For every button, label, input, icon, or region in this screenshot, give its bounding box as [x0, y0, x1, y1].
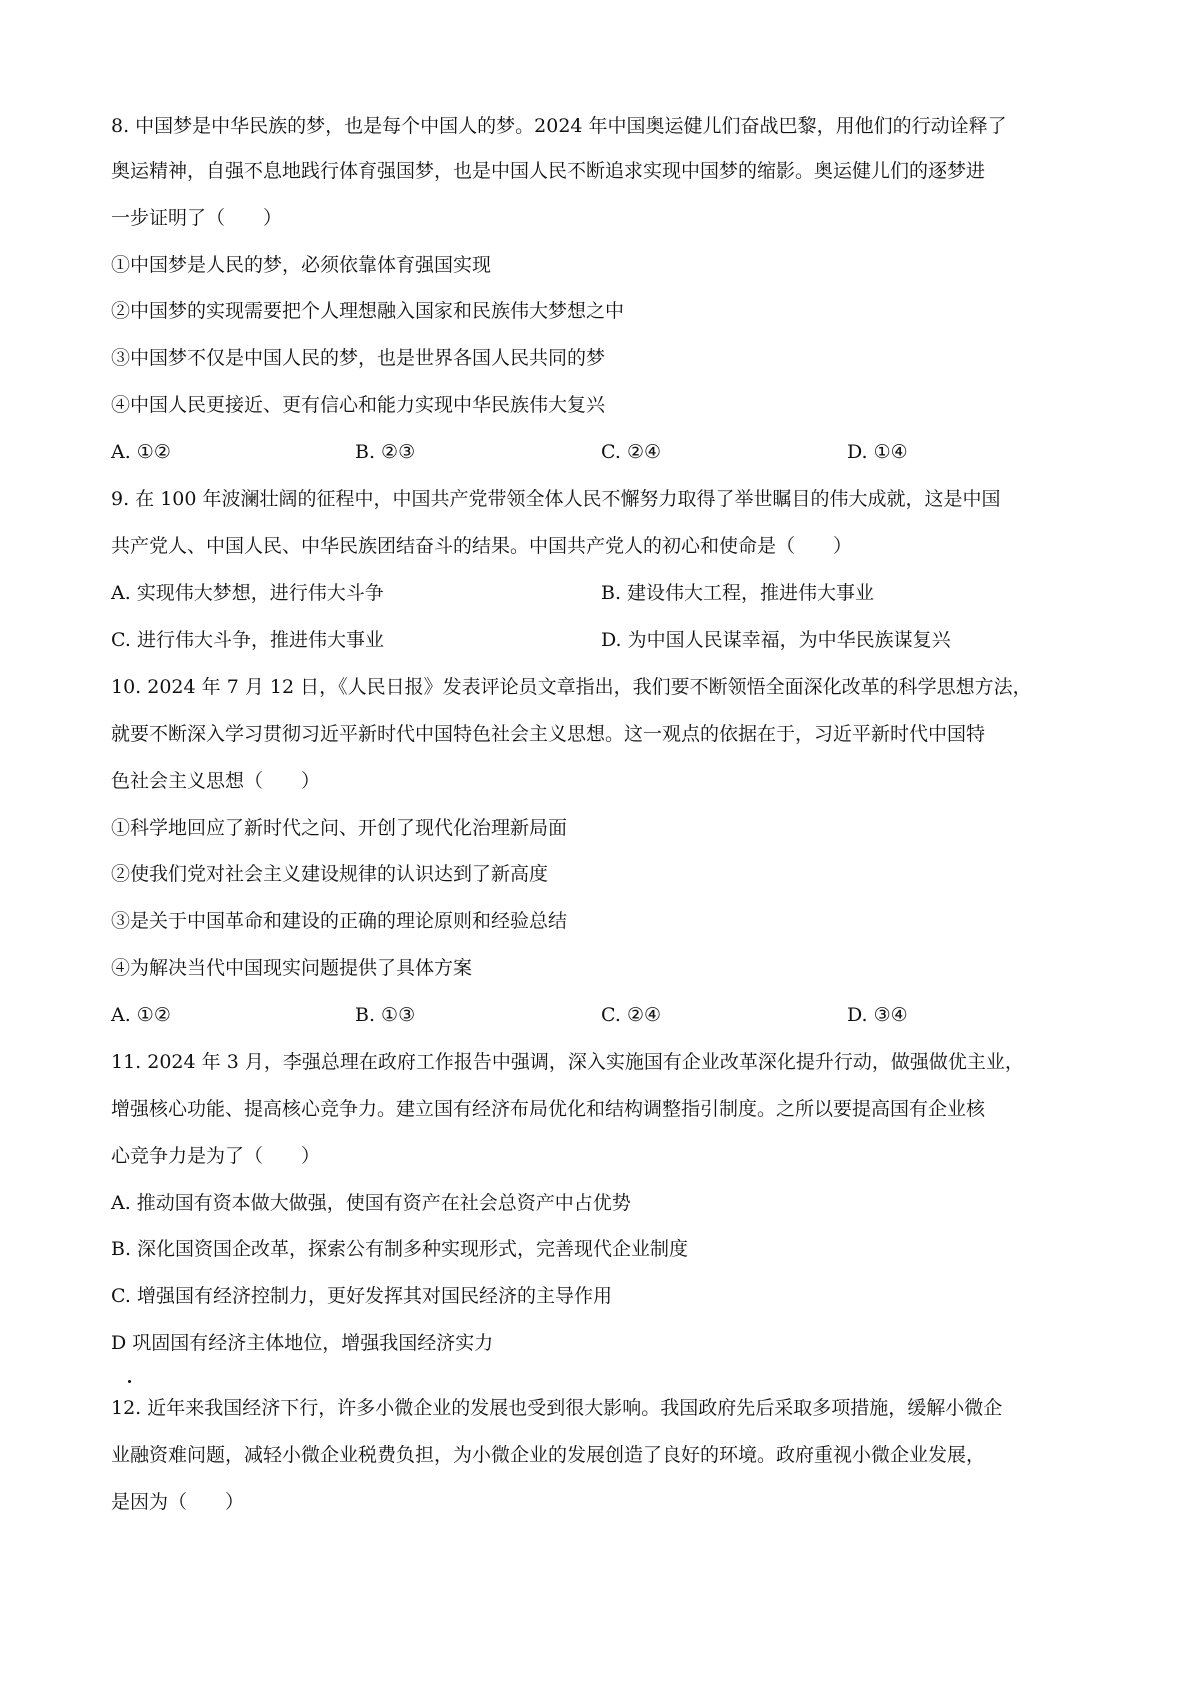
q10-stem-line-3: 色社会主义思想（ ） — [111, 770, 321, 792]
q8-stem-line-1: 8. 中国梦是中华民族的梦，也是每个中国人的梦。2024 年中国奥运健儿们奋战巴黎，用他们的行动诠释了 — [111, 115, 1007, 137]
q9-option-b: B. 建设伟大工程，推进伟大事业 — [601, 582, 875, 604]
q8-statement-1: ①中国梦是人民的梦，必须依靠体育强国实现 — [111, 254, 492, 276]
q11-option-d: D 巩固国有经济主体地位，增强我国经济实力 — [111, 1332, 494, 1354]
q8-stem-line-2: 奥运精神，自强不息地践行体育强国梦，也是中国人民不断追求实现中国梦的缩影。奥运健儿们的逐梦进 — [111, 160, 986, 182]
q10-statement-4: ④为解决当代中国现实问题提供了具体方案 — [111, 957, 473, 979]
q8-statement-3: ③中国梦不仅是中国人民的梦，也是世界各国人民共同的梦 — [111, 347, 606, 369]
q8-statement-4: ④中国人民更接近、更有信心和能力实现中华民族伟大复兴 — [111, 394, 606, 416]
q9-stem-line-2: 共产党人、中国人民、中华民族团结奋斗的结果。中国共产党人的初心和使命是（ ） — [111, 535, 853, 557]
q8-stem-line-3: 一步证明了（ ） — [111, 207, 283, 229]
q12-stem-line-1: 12. 近年来我国经济下行，许多小微企业的发展也受到很大影响。我国政府先后采取多项措施，缓解小微企 — [111, 1397, 1003, 1419]
q9-option-c: C. 进行伟大斗争，推进伟大事业 — [111, 629, 384, 651]
q11-stem-line-1: 11. 2024 年 3 月，李强总理在政府工作报告中强调，深入实施国有企业改革深化提升行动，做强做优主业， — [111, 1051, 1024, 1073]
q11-option-b: B. 深化国资国企改革，探索公有制多种实现形式，完善现代企业制度 — [111, 1238, 689, 1260]
q11-option-a: A. 推动国有资本做大做强，使国有资产在社会总资产中占优势 — [111, 1192, 631, 1214]
q10-stem-line-2: 就要不断深入学习贯彻习近平新时代中国特色社会主义思想。这一观点的依据在于，习近平新时代中国特 — [111, 723, 986, 745]
q9-stem-line-1: 9. 在 100 年波澜壮阔的征程中，中国共产党带领全体人民不懈努力取得了举世瞩目的伟大成就，这是中国 — [111, 488, 1001, 510]
q9-option-d: D. 为中国人民谋幸福，为中华民族谋复兴 — [601, 629, 951, 651]
q8-statement-2: ②中国梦的实现需要把个人理想融入国家和民族伟大梦想之中 — [111, 300, 625, 322]
q10-statement-1: ①科学地回应了新时代之问、开创了现代化治理新局面 — [111, 817, 568, 839]
q8-option-c: C. ②④ — [601, 441, 662, 463]
q10-option-c: C. ②④ — [601, 1004, 662, 1026]
q11-stem-line-2: 增强核心功能、提高核心竞争力。建立国有经济布局优化和结构调整指引制度。之所以要提高国有企业核 — [111, 1098, 986, 1120]
option-d-period-mark — [128, 1380, 131, 1383]
q12-stem-line-3: 是因为（ ） — [111, 1491, 245, 1513]
q10-option-b: B. ①③ — [355, 1004, 416, 1026]
q10-option-d: D. ③④ — [847, 1004, 908, 1026]
q10-stem-line-1: 10. 2024 年 7 月 12 日，《人民日报》发表评论员文章指出，我们要不断领悟全面深化改革的科学思想方法， — [111, 676, 1032, 698]
q8-option-d: D. ①④ — [847, 441, 908, 463]
q10-option-a: A. ①② — [111, 1004, 171, 1026]
q12-stem-line-2: 业融资难问题，减轻小微企业税费负担，为小微企业的发展创造了良好的环境。政府重视小微企业发展， — [111, 1444, 986, 1466]
q10-statement-2: ②使我们党对社会主义建设规律的认识达到了新高度 — [111, 863, 549, 885]
q11-stem-line-3: 心竞争力是为了（ ） — [111, 1145, 321, 1167]
q11-option-c: C. 增强国有经济控制力，更好发挥其对国民经济的主导作用 — [111, 1285, 612, 1307]
q8-option-b: B. ②③ — [355, 441, 416, 463]
q9-option-a: A. 实现伟大梦想，进行伟大斗争 — [111, 582, 384, 604]
q10-statement-3: ③是关于中国革命和建设的正确的理论原则和经验总结 — [111, 910, 568, 932]
q8-option-a: A. ①② — [111, 441, 171, 463]
